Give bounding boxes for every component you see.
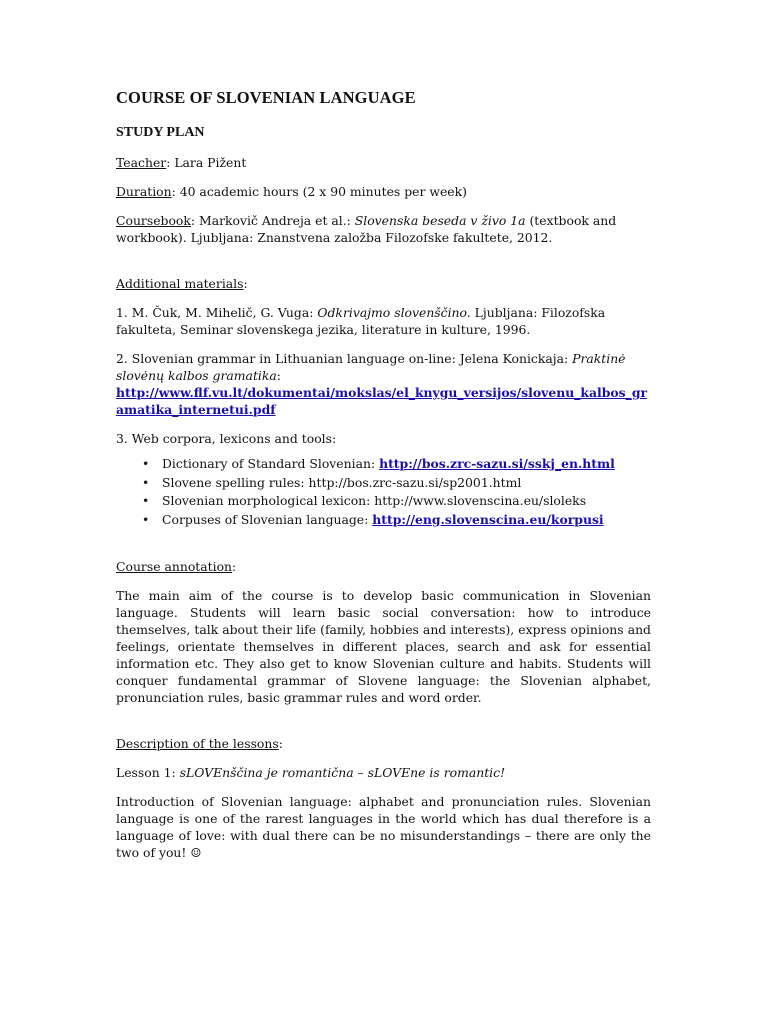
coursebook-authors: : Markovič Andreja et al.: [190,213,355,228]
duration-label: Duration [116,184,172,199]
lesson-1-heading: Lesson 1: sLOVEnščina je romantična – sLOVEne is romantic! [116,765,506,780]
bullet-icon: • [142,511,150,527]
sskj-link[interactable]: http://bos.zrc-sazu.si/sskj_en.html [379,456,615,471]
bullet-icon: • [142,493,150,508]
corpus-link[interactable]: http://eng.slovenscina.eu/korpusi [372,511,604,527]
teacher-value: : Lara Pižent [166,155,247,170]
course-annotation-heading: Course annotation: [116,559,237,574]
lesson-1-text: Introduction of Slovenian language: alphabet and pronunciation rules. Slovenian language is one of the rarest languages in the world which has dual therefore is a language of love: with dual there can be no misunderstandings – there are only the two of you! ☺ [116,794,651,860]
bullet-icon: • [142,474,150,490]
document-content [116,88,651,873]
tools-list [116,455,651,529]
document-subtitle: STUDY PLAN [116,125,205,140]
document-title: COURSE OF SLOVENIAN LANGUAGE [116,88,416,107]
duration-value: : 40 academic hours (2 x 90 minutes per week) [171,184,467,199]
list-item: • Slovenian morphological lexicon: http://www.slovenscina.eu/sloleks [116,492,651,511]
duration-line [116,183,651,200]
coursebook-line [116,212,651,246]
list-item: • Slovene spelling rules: http://bos.zrc-sazu.si/sp2001.html [116,474,651,493]
list-item: • Dictionary of Standard Slovenian: http://bos.zrc-sazu.si/sskj_en.html [116,455,651,474]
lesson-1-title: sLOVEnščina je romantična – sLOVEne is romantic! [179,765,506,780]
additional-item-3-label: 3. Web corpora, lexicons and tools: [116,431,337,446]
bullet-icon: • [142,456,150,471]
additional-item-1: 1. M. Čuk, M. Mihelič, G. Vuga: Odkrivajmo slovenščino. Ljubljana: Filozofska fakulteta, Seminar slovenskega jezika, literature in kulture, 1996. [116,305,606,337]
additional-item-2: 2. Slovenian grammar in Lithuanian language on-line: Jelena Konickaja: Praktinė slovėnų kalbos gramatika: http://www.flf.vu.lt/dokumentai/mokslas/el_knygu_versijos/slovenu_kalbos_gr amatika_internetui.pdf [116,351,648,417]
course-annotation-text: The main aim of the course is to develop basic communication in Slovenian language. Students will learn basic social conversation: how to introduce themselves, talk about their life (family, hobbies and interests), express opinions and feelings, orientate themselves in different places, search and ask for essential information etc. They also get to know Slovenian culture and habits. Students will conquer fundamental grammar of Slovene language: the Slovenian alphabet, pronunciation rules, basic grammar rules and word order. [116,588,651,705]
list-item: • Corpuses of Slovenian language: http://eng.slovenscina.eu/korpusi [116,511,651,530]
coursebook-label: Coursebook [116,213,191,228]
coursebook-title: Slovenska beseda v živo 1a [354,213,526,228]
additional-item-2-title: Praktinė slovėnų kalbos gramatika [116,351,626,383]
lessons-heading: Description of the lessons: [116,736,283,751]
teacher-line [116,154,651,171]
additional-item-1-title: Odkrivajmo slovenščino. [317,305,471,320]
teacher-label: Teacher [116,155,167,170]
additional-materials-heading: Additional materials: [116,276,248,291]
coursebook-rest: (textbook and workbook). Ljubljana: Znanstvena založba Filozofske fakultete, 2012. [116,213,617,245]
grammar-pdf-link[interactable]: http://www.flf.vu.lt/dokumentai/mokslas/el_knygu_versijos/slovenu_kalbos_gr amatika_internetui.pdf [116,385,648,417]
